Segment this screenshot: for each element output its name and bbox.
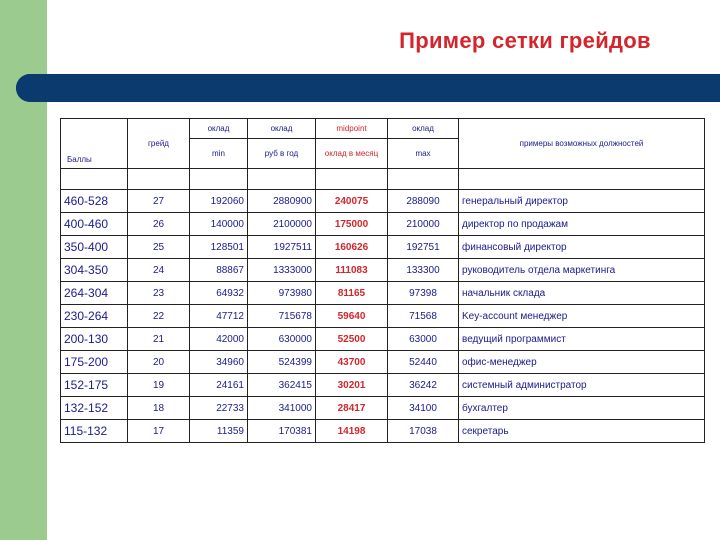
header-positions: примеры возможных должностей xyxy=(459,119,705,169)
cell-score: 175-200 xyxy=(61,351,128,374)
cell-midpoint: 160626 xyxy=(316,236,388,259)
table-row xyxy=(61,236,705,259)
cell-position: директор по продажам xyxy=(459,213,705,236)
cell-salary-year: 170381 xyxy=(248,420,316,443)
cell-midpoint: 59640 xyxy=(316,305,388,328)
cell-salary-year: 630000 xyxy=(248,328,316,351)
cell-score: 264-304 xyxy=(61,282,128,305)
title-divider-bar xyxy=(16,74,720,102)
cell-position: Key-account менеджер xyxy=(459,305,705,328)
cell-salary-max: 97398 xyxy=(388,282,459,305)
table-row xyxy=(61,374,705,397)
cell-salary-max: 63000 xyxy=(388,328,459,351)
cell-grade: 22 xyxy=(128,305,190,328)
cell-position: ведущий программист xyxy=(459,328,705,351)
cell-salary-min: 88867 xyxy=(190,259,248,282)
cell-salary-year: 2100000 xyxy=(248,213,316,236)
cell-score: 132-152 xyxy=(61,397,128,420)
cell-score: 460-528 xyxy=(61,190,128,213)
cell-score: 115-132 xyxy=(61,420,128,443)
header-midpoint-bottom: оклад в месяц xyxy=(316,139,388,169)
cell-salary-max: 288090 xyxy=(388,190,459,213)
table-row xyxy=(61,351,705,374)
cell-salary-min: 64932 xyxy=(190,282,248,305)
cell-salary-year: 341000 xyxy=(248,397,316,420)
header-midpoint-top: midpoint xyxy=(316,119,388,139)
cell-midpoint: 14198 xyxy=(316,420,388,443)
cell-salary-min: 128501 xyxy=(190,236,248,259)
cell-score: 200-130 xyxy=(61,328,128,351)
table-row xyxy=(61,328,705,351)
header-salary-max-bottom: max xyxy=(388,139,459,169)
table-row xyxy=(61,420,705,443)
cell-position: руководитель отдела маркетинга xyxy=(459,259,705,282)
cell-grade: 20 xyxy=(128,351,190,374)
cell-salary-min: 140000 xyxy=(190,213,248,236)
grade-grid-table xyxy=(60,118,705,443)
cell-grade: 23 xyxy=(128,282,190,305)
table-row xyxy=(61,305,705,328)
table-row xyxy=(61,282,705,305)
table-row xyxy=(61,213,705,236)
cell-salary-min: 34960 xyxy=(190,351,248,374)
cell-midpoint: 43700 xyxy=(316,351,388,374)
cell-salary-min: 192060 xyxy=(190,190,248,213)
cell-midpoint: 111083 xyxy=(316,259,388,282)
cell-position: генеральный директор xyxy=(459,190,705,213)
blank-spacer-row xyxy=(61,169,705,190)
cell-score: 304-350 xyxy=(61,259,128,282)
cell-grade: 19 xyxy=(128,374,190,397)
cell-score: 350-400 xyxy=(61,236,128,259)
header-salary-year-bottom: руб в год xyxy=(248,139,316,169)
cell-salary-min: 42000 xyxy=(190,328,248,351)
cell-salary-year: 362415 xyxy=(248,374,316,397)
cell-grade: 21 xyxy=(128,328,190,351)
cell-grade: 26 xyxy=(128,213,190,236)
cell-midpoint: 52500 xyxy=(316,328,388,351)
cell-position: офис-менеджер xyxy=(459,351,705,374)
cell-salary-max: 36242 xyxy=(388,374,459,397)
header-salary-min-bottom: min xyxy=(190,139,248,169)
cell-salary-year: 715678 xyxy=(248,305,316,328)
cell-score: 230-264 xyxy=(61,305,128,328)
cell-salary-year: 1333000 xyxy=(248,259,316,282)
cell-position: бухгалтер xyxy=(459,397,705,420)
header-salary-max-top: оклад xyxy=(388,119,459,139)
cell-salary-max: 52440 xyxy=(388,351,459,374)
cell-position: финансовый директор xyxy=(459,236,705,259)
cell-grade: 27 xyxy=(128,190,190,213)
cell-grade: 18 xyxy=(128,397,190,420)
cell-position: системный администратор xyxy=(459,374,705,397)
table-row xyxy=(61,259,705,282)
cell-grade: 24 xyxy=(128,259,190,282)
header-grade: грейд xyxy=(128,119,190,169)
header-salary-min-top: оклад xyxy=(190,119,248,139)
cell-salary-year: 524399 xyxy=(248,351,316,374)
cell-salary-min: 24161 xyxy=(190,374,248,397)
cell-score: 152-175 xyxy=(61,374,128,397)
cell-midpoint: 240075 xyxy=(316,190,388,213)
cell-midpoint: 30201 xyxy=(316,374,388,397)
cell-salary-max: 71568 xyxy=(388,305,459,328)
cell-salary-min: 11359 xyxy=(190,420,248,443)
cell-midpoint: 81165 xyxy=(316,282,388,305)
cell-salary-max: 133300 xyxy=(388,259,459,282)
cell-position: начальник склада xyxy=(459,282,705,305)
cell-salary-max: 17038 xyxy=(388,420,459,443)
cell-midpoint: 175000 xyxy=(316,213,388,236)
cell-salary-min: 22733 xyxy=(190,397,248,420)
cell-grade: 17 xyxy=(128,420,190,443)
header-score: Баллы xyxy=(61,119,128,169)
cell-salary-year: 1927511 xyxy=(248,236,316,259)
cell-midpoint: 28417 xyxy=(316,397,388,420)
cell-position: секретарь xyxy=(459,420,705,443)
cell-score: 400-460 xyxy=(61,213,128,236)
cell-salary-min: 47712 xyxy=(190,305,248,328)
table-row xyxy=(61,190,705,213)
cell-salary-max: 192751 xyxy=(388,236,459,259)
slide-title: Пример сетки грейдов xyxy=(399,28,651,53)
cell-grade: 25 xyxy=(128,236,190,259)
cell-salary-max: 34100 xyxy=(388,397,459,420)
cell-salary-year: 973980 xyxy=(248,282,316,305)
table-row xyxy=(61,397,705,420)
header-row-top xyxy=(61,119,705,139)
header-salary-year-top: оклад xyxy=(248,119,316,139)
cell-salary-year: 2880900 xyxy=(248,190,316,213)
cell-salary-max: 210000 xyxy=(388,213,459,236)
